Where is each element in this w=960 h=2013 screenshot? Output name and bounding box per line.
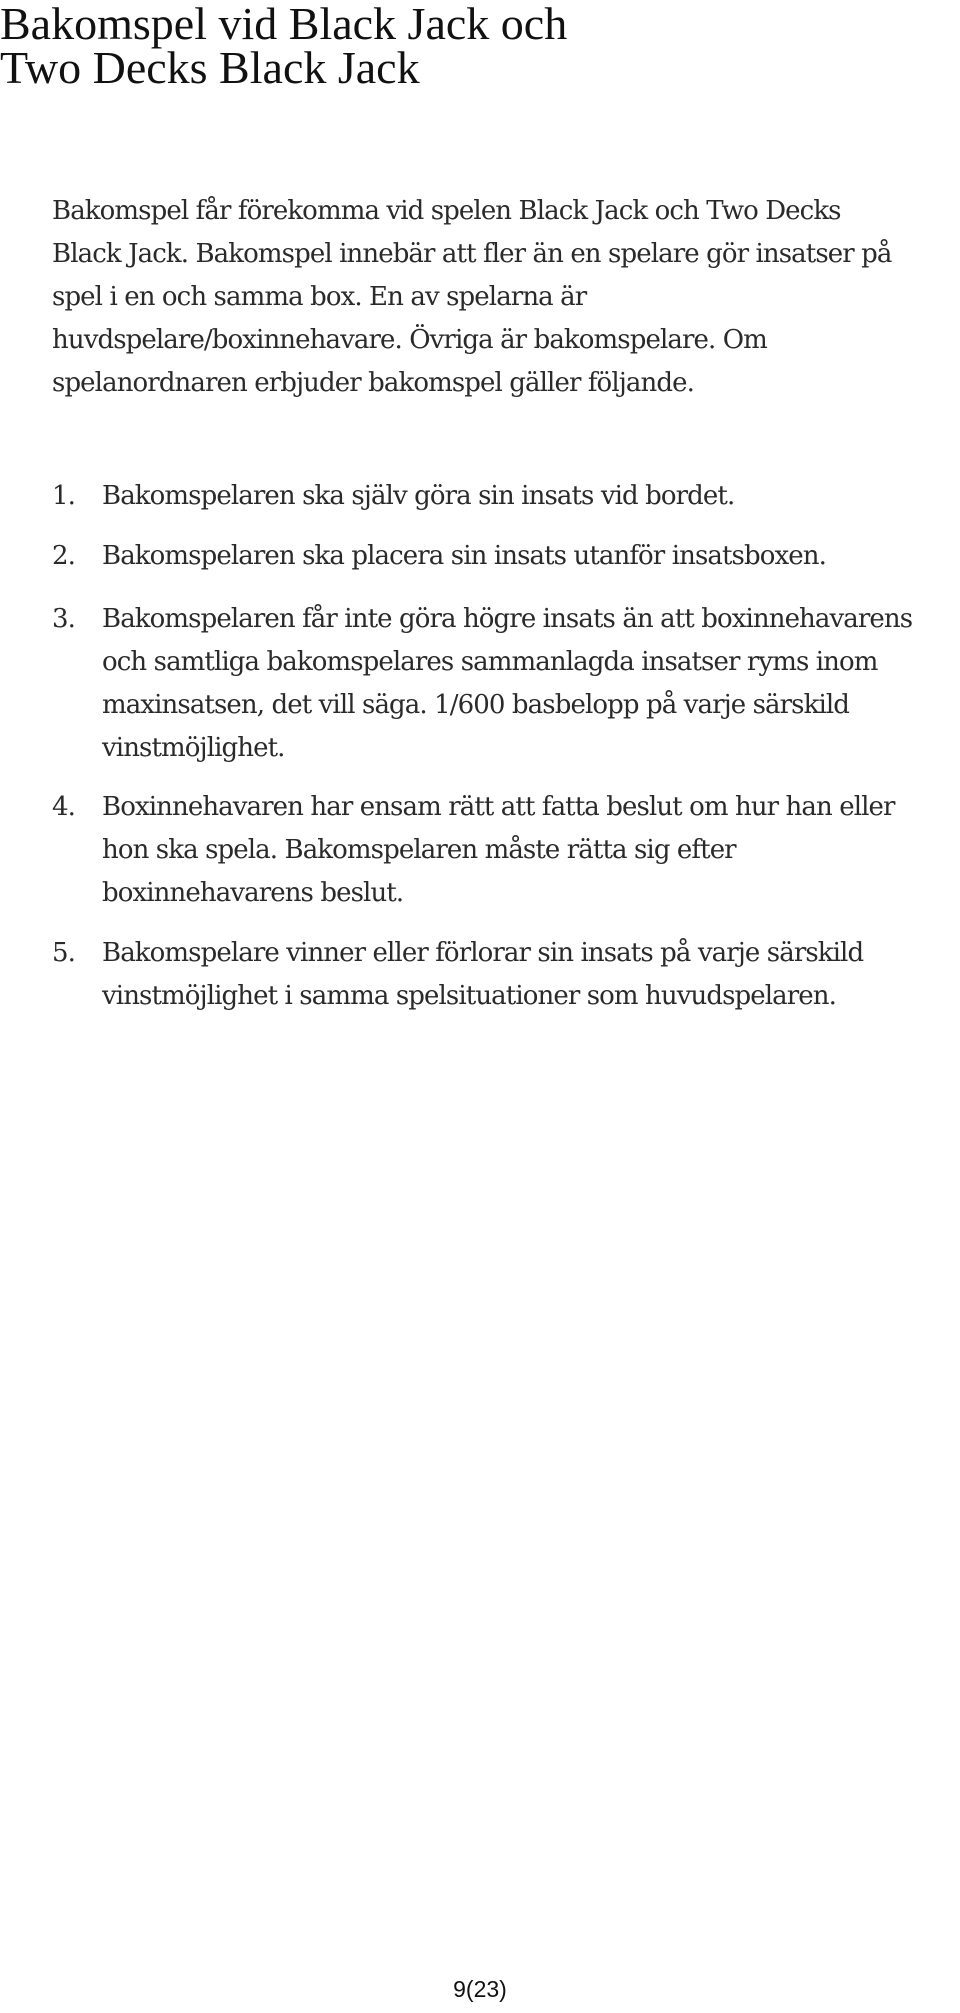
title-line: Bakomspel vid Black Jack och [0, 0, 568, 49]
rule-item-5 [52, 932, 952, 1018]
rule-text-line: maxinsatsen, det vill säga. 1/600 basbelopp på varje särskild [102, 690, 850, 720]
rule-item-3 [52, 598, 952, 770]
page-number: 9(23) [453, 1976, 507, 2002]
rule-text-line: vinstmöjlighet. [102, 733, 285, 763]
title-line: Two Decks Black Jack [0, 42, 420, 93]
rule-text-line: Bakomspelaren ska själv göra sin insats vid bordet. [102, 481, 735, 511]
rule-number: 1. [52, 481, 76, 511]
rule-text-line: Bakomspelaren får inte göra högre insats än att boxinnehavarens [102, 604, 913, 634]
rule-item-4 [52, 786, 952, 915]
rule-text-line: Bakomspelare vinner eller förlorar sin insats på varje särskild [102, 938, 864, 968]
intro-line: Black Jack. Bakomspel innebär att fler än en spelare gör insatser på [52, 239, 892, 269]
rule-text-line: och samtliga bakomspelares sammanlagda insatser ryms inom [102, 647, 878, 677]
intro-paragraph [52, 190, 932, 405]
intro-line: huvdspelare/boxinnehavare. Övriga är bakomspelare. Om [52, 325, 767, 355]
rule-text-line: hon ska spela. Bakomspelaren måste rätta sig efter [102, 835, 736, 865]
page-title [0, 0, 568, 93]
rule-item-2 [52, 535, 952, 578]
rule-text-line: Bakomspelaren ska placera sin insats utanför insatsboxen. [102, 541, 826, 571]
rule-number: 3. [52, 604, 76, 634]
rule-text-line: vinstmöjlighet i samma spelsituationer som huvudspelaren. [102, 981, 837, 1011]
intro-line: spelanordnaren erbjuder bakomspel gäller följande. [52, 368, 694, 398]
intro-line: spel i en och samma box. En av spelarna är [52, 282, 587, 312]
rule-number: 4. [52, 792, 76, 822]
rule-text-line: boxinnehavarens beslut. [102, 878, 404, 908]
rule-number: 2. [52, 541, 76, 571]
rule-number: 5. [52, 938, 76, 968]
rule-item-1 [52, 475, 952, 518]
rule-text-line: Boxinnehavaren har ensam rätt att fatta beslut om hur han eller [102, 792, 895, 822]
intro-line: Bakomspel får förekomma vid spelen Black Jack och Two Decks [52, 196, 841, 226]
